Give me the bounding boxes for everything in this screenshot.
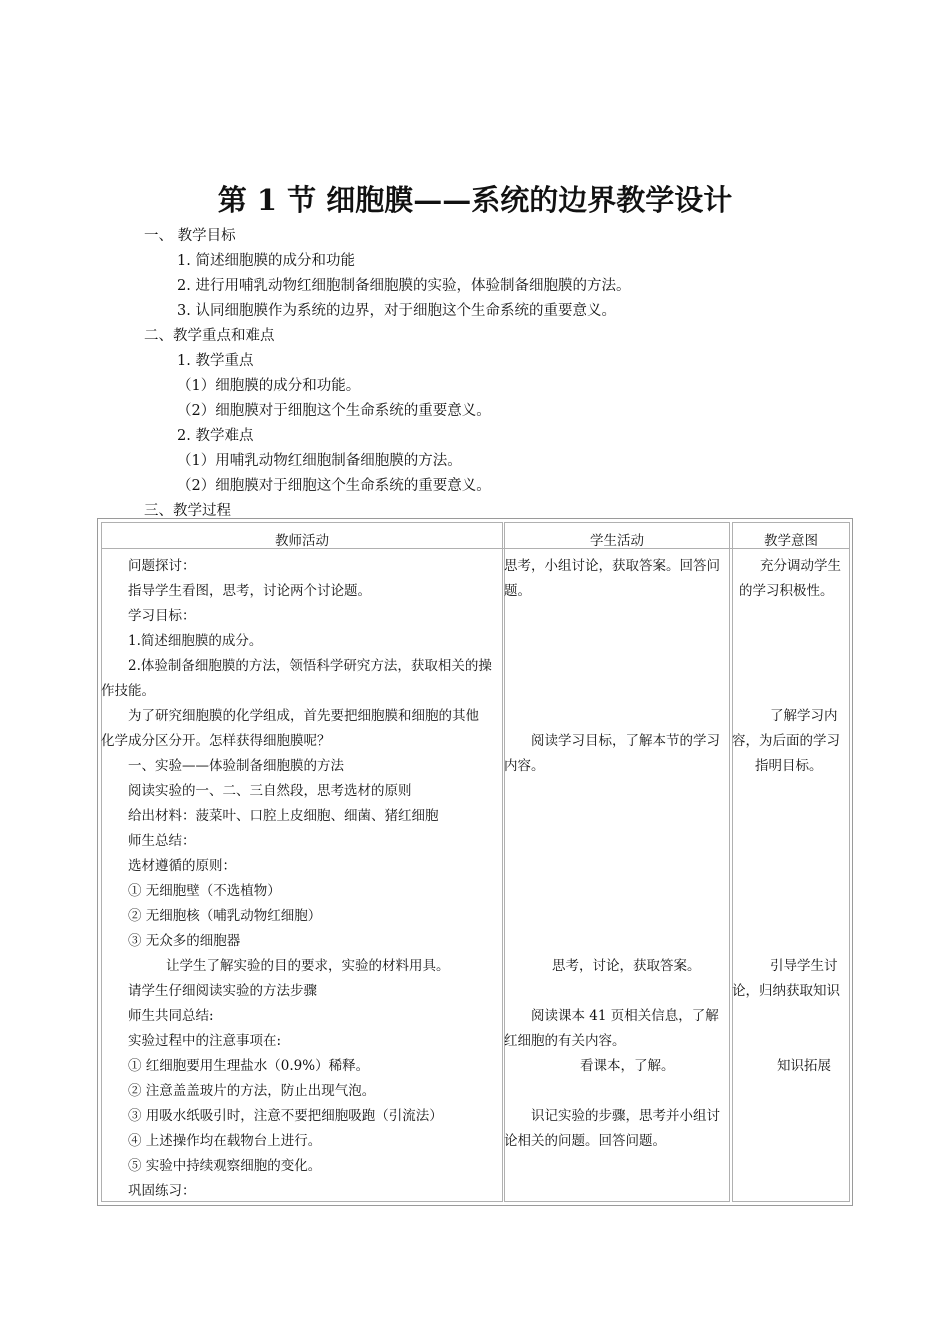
teacher-line: 化学成分区分开。怎样获得细胞膜呢？ bbox=[101, 733, 331, 749]
student-line bbox=[504, 679, 730, 704]
teacher-activity-cell bbox=[101, 554, 503, 1204]
teacher-line: ② 无细胞核（哺乳动物红细胞） bbox=[128, 908, 322, 924]
student-line: 题。 bbox=[504, 583, 531, 599]
subheading-key: 1. 教学重点 bbox=[177, 353, 254, 369]
difficulty-item: （2）细胞膜对于细胞这个生命系统的重要意义。 bbox=[177, 478, 491, 494]
intent-line: 的学习积极性。 bbox=[739, 583, 834, 599]
teacher-line: 2.体验制备细胞膜的方法，领悟科学研究方法，获取相关的操 bbox=[128, 658, 492, 674]
header-student: 学生活动 bbox=[590, 533, 644, 549]
student-line: 思考，小组讨论，获取答案。回答问 bbox=[504, 558, 720, 574]
student-line bbox=[504, 929, 730, 954]
teacher-line: ③ 用吸水纸吸引时，注意不要把细胞吸跑（引流法） bbox=[128, 1108, 443, 1124]
student-line: 看课本，了解。 bbox=[580, 1058, 675, 1074]
teacher-line: 1.简述细胞膜的成分。 bbox=[128, 633, 263, 649]
document-title: 第 1 节 细胞膜——系统的边界教学设计 bbox=[217, 183, 733, 217]
teacher-line: 师生共同总结: bbox=[128, 1008, 214, 1024]
student-line: 识记实验的步骤，思考并小组讨 bbox=[531, 1108, 720, 1124]
teacher-line: 给出材料：菠菜叶、口腔上皮细胞、细菌、猪红细胞 bbox=[128, 808, 439, 824]
student-activity-cell bbox=[504, 554, 730, 1204]
student-line bbox=[504, 829, 730, 854]
student-line bbox=[504, 604, 730, 629]
teacher-line: 作技能。 bbox=[101, 683, 155, 699]
student-line bbox=[504, 1079, 730, 1104]
key-item: （1）细胞膜的成分和功能。 bbox=[177, 378, 361, 394]
header-teacher: 教师活动 bbox=[275, 533, 329, 549]
objective-item: 1. 简述细胞膜的成分和功能 bbox=[177, 253, 355, 269]
student-line bbox=[504, 1154, 730, 1179]
student-line: 阅读学习目标，了解本节的学习 bbox=[531, 733, 720, 749]
teacher-line: 一、实验——体验制备细胞膜的方法 bbox=[128, 758, 344, 774]
student-line: 阅读课本 41 页相关信息，了解 bbox=[531, 1008, 719, 1024]
student-line bbox=[504, 704, 730, 729]
intent-line bbox=[732, 829, 850, 854]
intent-line bbox=[732, 679, 850, 704]
intent-line bbox=[732, 604, 850, 629]
teacher-line: ① 红细胞要用生理盐水（0.9%）稀释。 bbox=[128, 1058, 370, 1074]
teacher-line: ① 无细胞壁（不选植物） bbox=[128, 883, 281, 899]
teacher-line: ⑤ 实验中持续观察细胞的变化。 bbox=[128, 1158, 322, 1174]
intent-line: 论，归纳获取知识 bbox=[732, 983, 840, 999]
intent-line bbox=[732, 854, 850, 879]
intent-line: 充分调动学生 bbox=[760, 558, 841, 574]
student-line bbox=[504, 854, 730, 879]
teacher-line: 师生总结： bbox=[128, 833, 196, 849]
intent-line bbox=[732, 904, 850, 929]
teacher-line: 阅读实验的一、二、三自然段，思考选材的原则 bbox=[128, 783, 412, 799]
student-line: 思考，讨论，获取答案。 bbox=[552, 958, 701, 974]
intent-line bbox=[732, 654, 850, 679]
student-line: 论相关的问题。回答问题。 bbox=[504, 1133, 666, 1149]
intent-line bbox=[732, 1004, 850, 1029]
teaching-intent-cell bbox=[732, 554, 850, 1079]
teacher-line: ③ 无众多的细胞器 bbox=[128, 933, 241, 949]
intent-line bbox=[732, 629, 850, 654]
intent-line: 知识拓展 bbox=[777, 1058, 831, 1074]
header-intent: 教学意图 bbox=[764, 533, 818, 549]
student-line: 红细胞的有关内容。 bbox=[504, 1033, 626, 1049]
teacher-line: ② 注意盖盖玻片的方法，防止出现气泡。 bbox=[128, 1083, 376, 1099]
section-heading-keypoints: 二、教学重点和难点 bbox=[144, 328, 275, 344]
intent-line bbox=[732, 929, 850, 954]
section-heading-process: 三、教学过程 bbox=[144, 503, 231, 519]
student-line bbox=[504, 654, 730, 679]
teacher-line: 为了研究细胞膜的化学组成，首先要把细胞膜和细胞的其他 bbox=[128, 708, 479, 724]
teacher-line: 让学生了解实验的目的要求，实验的材料用具。 bbox=[166, 958, 450, 974]
subheading-difficulty: 2. 教学难点 bbox=[177, 428, 254, 444]
section-heading-objectives: 一、 教学目标 bbox=[144, 228, 236, 244]
student-line bbox=[504, 629, 730, 654]
intent-line: 指明目标。 bbox=[755, 758, 823, 774]
key-item: （2）细胞膜对于细胞这个生命系统的重要意义。 bbox=[177, 403, 491, 419]
teacher-line: 学习目标： bbox=[128, 608, 196, 624]
teacher-line: 实验过程中的注意事项在: bbox=[128, 1033, 282, 1049]
teacher-line: 问题探讨： bbox=[128, 558, 196, 574]
student-line bbox=[504, 904, 730, 929]
student-line bbox=[504, 979, 730, 1004]
teacher-line: ④ 上述操作均在载物台上进行。 bbox=[128, 1133, 322, 1149]
intent-line bbox=[732, 804, 850, 829]
intent-line: 引导学生讨 bbox=[770, 958, 838, 974]
student-line bbox=[504, 879, 730, 904]
intent-line bbox=[732, 879, 850, 904]
difficulty-item: （1）用哺乳动物红细胞制备细胞膜的方法。 bbox=[177, 453, 462, 469]
student-line: 内容。 bbox=[504, 758, 545, 774]
teacher-line: 选材遵循的原则： bbox=[128, 858, 236, 874]
objective-item: 2. 进行用哺乳动物红细胞制备细胞膜的实验，体验制备细胞膜的方法。 bbox=[177, 278, 631, 294]
student-line bbox=[504, 804, 730, 829]
student-line bbox=[504, 1179, 730, 1204]
teacher-line: 指导学生看图，思考，讨论两个讨论题。 bbox=[128, 583, 371, 599]
intent-line: 了解学习内 bbox=[770, 708, 838, 724]
teacher-line: 请学生仔细阅读实验的方法步骤 bbox=[128, 983, 317, 999]
intent-line bbox=[732, 1029, 850, 1054]
student-line bbox=[504, 779, 730, 804]
intent-line bbox=[732, 779, 850, 804]
intent-line: 容，为后面的学习 bbox=[732, 733, 840, 749]
teacher-line: 巩固练习： bbox=[128, 1183, 196, 1199]
objective-item: 3. 认同细胞膜作为系统的边界，对于细胞这个生命系统的重要意义。 bbox=[177, 303, 616, 319]
